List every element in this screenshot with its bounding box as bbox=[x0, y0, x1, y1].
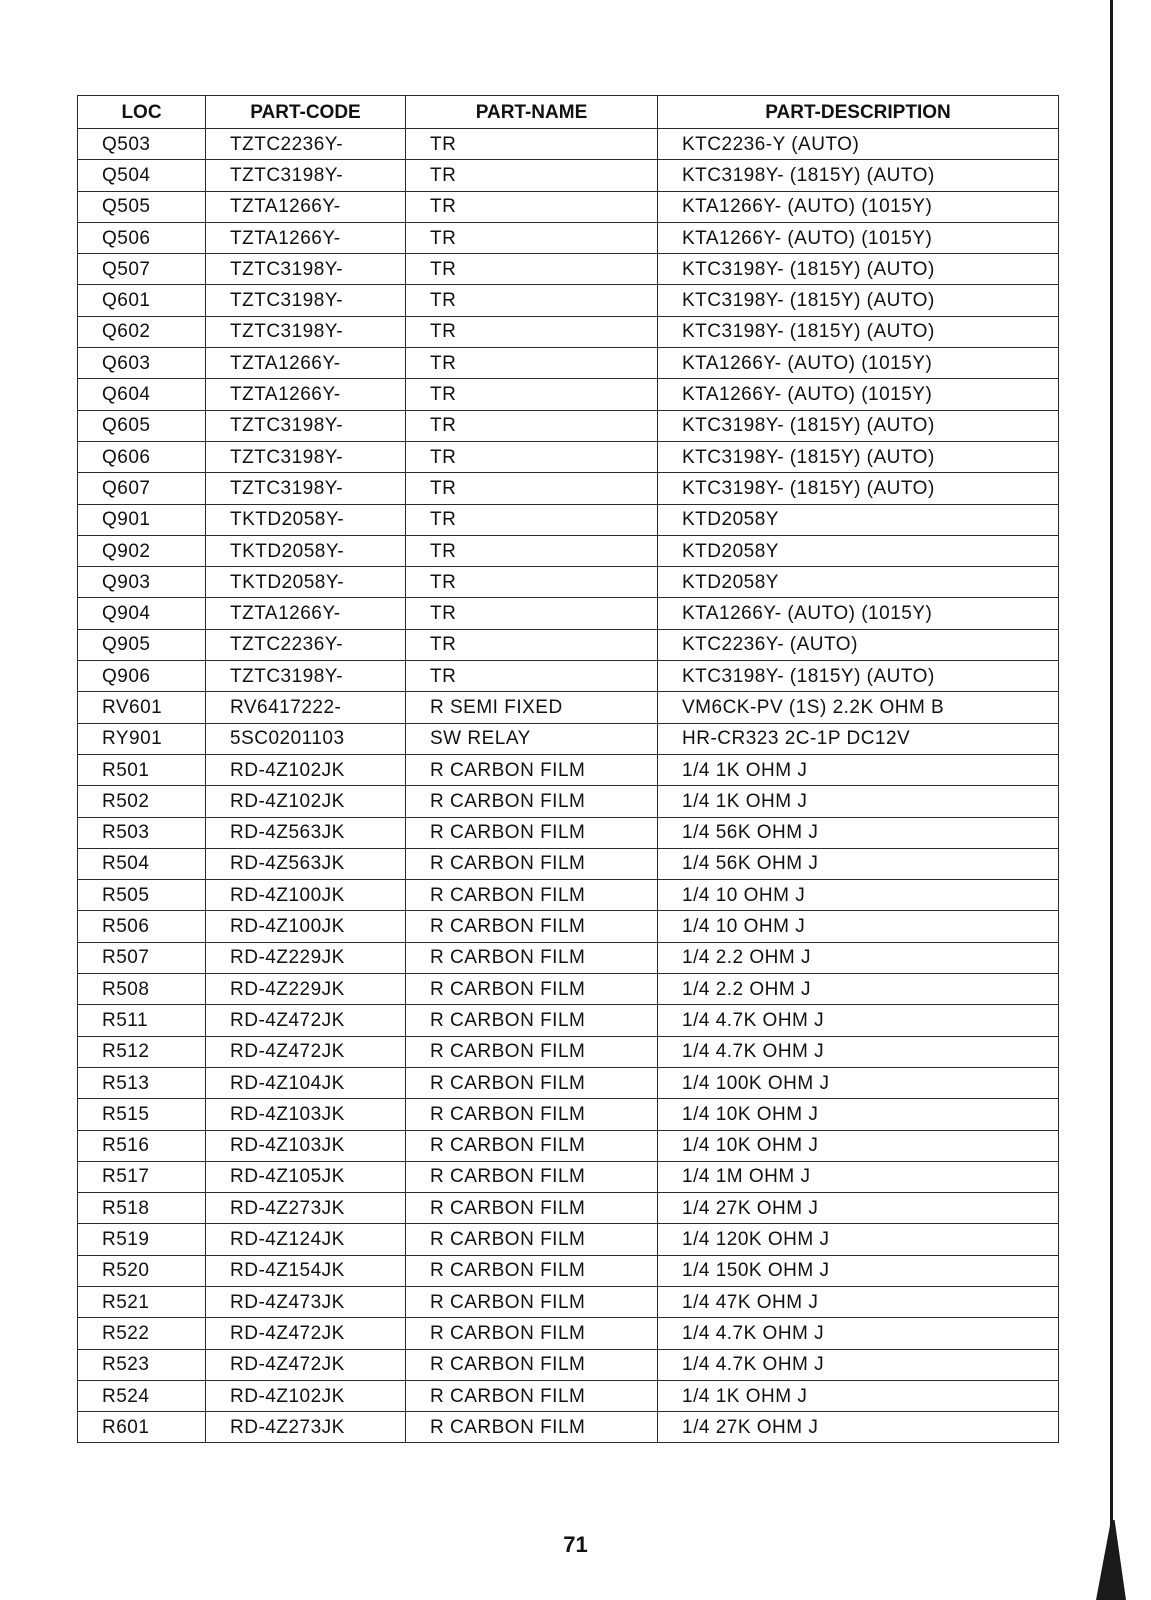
loc-cell: Q903 bbox=[78, 567, 206, 598]
part-description-cell: 1/4 10K OHM J bbox=[658, 1099, 1059, 1130]
part-description-cell: KTD2058Y bbox=[658, 567, 1059, 598]
part-code-cell: RD-4Z472JK bbox=[206, 1318, 406, 1349]
part-description-cell: 1/4 1K OHM J bbox=[658, 1380, 1059, 1411]
part-description-cell: KTC3198Y- (1815Y) (AUTO) bbox=[658, 441, 1059, 472]
part-description-cell: KTC2236Y- (AUTO) bbox=[658, 629, 1059, 660]
table-body bbox=[78, 129, 1059, 1443]
table-row bbox=[78, 129, 1059, 160]
part-description-cell: 1/4 100K OHM J bbox=[658, 1067, 1059, 1098]
part-code-cell: 5SC0201103 bbox=[206, 723, 406, 754]
table-row bbox=[78, 786, 1059, 817]
part-code-cell: RD-4Z102JK bbox=[206, 786, 406, 817]
part-name-cell: TR bbox=[406, 254, 658, 285]
loc-cell: Q902 bbox=[78, 535, 206, 566]
part-name-cell: R CARBON FILM bbox=[406, 786, 658, 817]
loc-cell: Q507 bbox=[78, 254, 206, 285]
part-description-cell: KTD2058Y bbox=[658, 504, 1059, 535]
part-code-cell: TZTC3198Y- bbox=[206, 316, 406, 347]
part-code-cell: RD-4Z273JK bbox=[206, 1193, 406, 1224]
part-description-cell: KTA1266Y- (AUTO) (1015Y) bbox=[658, 222, 1059, 253]
part-name-cell: TR bbox=[406, 379, 658, 410]
part-name-cell: TR bbox=[406, 598, 658, 629]
part-code-cell: RD-4Z473JK bbox=[206, 1286, 406, 1317]
part-description-cell: KTA1266Y- (AUTO) (1015Y) bbox=[658, 191, 1059, 222]
header-row bbox=[78, 96, 1059, 129]
table-row bbox=[78, 473, 1059, 504]
table-row bbox=[78, 1193, 1059, 1224]
header-loc: LOC bbox=[78, 96, 206, 129]
part-code-cell: TZTC3198Y- bbox=[206, 160, 406, 191]
part-description-cell: 1/4 150K OHM J bbox=[658, 1255, 1059, 1286]
table-row bbox=[78, 1380, 1059, 1411]
part-description-cell: KTC3198Y- (1815Y) (AUTO) bbox=[658, 316, 1059, 347]
table-row bbox=[78, 1255, 1059, 1286]
table-row bbox=[78, 535, 1059, 566]
loc-cell: Q607 bbox=[78, 473, 206, 504]
part-code-cell: RD-4Z472JK bbox=[206, 1349, 406, 1380]
part-code-cell: RD-4Z563JK bbox=[206, 848, 406, 879]
table-row bbox=[78, 160, 1059, 191]
part-code-cell: RD-4Z103JK bbox=[206, 1099, 406, 1130]
header-part-description: PART-DESCRIPTION bbox=[658, 96, 1059, 129]
table-row bbox=[78, 1224, 1059, 1255]
loc-cell: Q604 bbox=[78, 379, 206, 410]
part-code-cell: TZTC3198Y- bbox=[206, 473, 406, 504]
part-code-cell: TZTA1266Y- bbox=[206, 222, 406, 253]
part-name-cell: TR bbox=[406, 191, 658, 222]
part-code-cell: RD-4Z105JK bbox=[206, 1161, 406, 1192]
part-description-cell: KTC3198Y- (1815Y) (AUTO) bbox=[658, 254, 1059, 285]
loc-cell: R515 bbox=[78, 1099, 206, 1130]
part-name-cell: TR bbox=[406, 629, 658, 660]
part-name-cell: TR bbox=[406, 160, 658, 191]
header-part-name: PART-NAME bbox=[406, 96, 658, 129]
part-description-cell: VM6CK-PV (1S) 2.2K OHM B bbox=[658, 692, 1059, 723]
part-name-cell: R CARBON FILM bbox=[406, 848, 658, 879]
part-code-cell: TKTD2058Y- bbox=[206, 504, 406, 535]
part-code-cell: RD-4Z229JK bbox=[206, 942, 406, 973]
header-part-code: PART-CODE bbox=[206, 96, 406, 129]
part-description-cell: KTC3198Y- (1815Y) (AUTO) bbox=[658, 661, 1059, 692]
table-row bbox=[78, 567, 1059, 598]
part-name-cell: SW RELAY bbox=[406, 723, 658, 754]
part-code-cell: RD-4Z154JK bbox=[206, 1255, 406, 1286]
table-row bbox=[78, 285, 1059, 316]
part-code-cell: RD-4Z273JK bbox=[206, 1412, 406, 1443]
part-description-cell: 1/4 27K OHM J bbox=[658, 1193, 1059, 1224]
part-code-cell: RD-4Z102JK bbox=[206, 754, 406, 785]
part-name-cell: R CARBON FILM bbox=[406, 1067, 658, 1098]
part-name-cell: TR bbox=[406, 348, 658, 379]
part-code-cell: RD-4Z229JK bbox=[206, 974, 406, 1005]
loc-cell: RY901 bbox=[78, 723, 206, 754]
part-code-cell: TZTA1266Y- bbox=[206, 379, 406, 410]
part-description-cell: 1/4 120K OHM J bbox=[658, 1224, 1059, 1255]
loc-cell: RV601 bbox=[78, 692, 206, 723]
table-row bbox=[78, 316, 1059, 347]
part-description-cell: 1/4 10 OHM J bbox=[658, 880, 1059, 911]
loc-cell: R520 bbox=[78, 1255, 206, 1286]
table-row bbox=[78, 754, 1059, 785]
part-code-cell: TZTC3198Y- bbox=[206, 661, 406, 692]
part-description-cell: KTC3198Y- (1815Y) (AUTO) bbox=[658, 160, 1059, 191]
table-row bbox=[78, 661, 1059, 692]
loc-cell: R516 bbox=[78, 1130, 206, 1161]
table-row bbox=[78, 723, 1059, 754]
table-row bbox=[78, 1099, 1059, 1130]
part-description-cell: 1/4 2.2 OHM J bbox=[658, 974, 1059, 1005]
part-code-cell: TZTC3198Y- bbox=[206, 254, 406, 285]
parts-list-table bbox=[77, 95, 1059, 1443]
part-description-cell: 1/4 4.7K OHM J bbox=[658, 1318, 1059, 1349]
loc-cell: R524 bbox=[78, 1380, 206, 1411]
table-row bbox=[78, 1161, 1059, 1192]
table-row bbox=[78, 1412, 1059, 1443]
part-code-cell: RD-4Z472JK bbox=[206, 1005, 406, 1036]
part-description-cell: 1/4 1K OHM J bbox=[658, 754, 1059, 785]
part-description-cell: 1/4 56K OHM J bbox=[658, 848, 1059, 879]
part-description-cell: 1/4 1K OHM J bbox=[658, 786, 1059, 817]
table-row bbox=[78, 942, 1059, 973]
part-name-cell: TR bbox=[406, 222, 658, 253]
part-name-cell: R CARBON FILM bbox=[406, 974, 658, 1005]
table-row bbox=[78, 974, 1059, 1005]
part-name-cell: TR bbox=[406, 535, 658, 566]
table-row bbox=[78, 817, 1059, 848]
loc-cell: R504 bbox=[78, 848, 206, 879]
table-row bbox=[78, 222, 1059, 253]
part-code-cell: TZTC3198Y- bbox=[206, 410, 406, 441]
page-number: 71 bbox=[563, 1532, 588, 1557]
part-name-cell: R CARBON FILM bbox=[406, 754, 658, 785]
part-name-cell: R CARBON FILM bbox=[406, 1255, 658, 1286]
loc-cell: Q503 bbox=[78, 129, 206, 160]
part-name-cell: TR bbox=[406, 410, 658, 441]
loc-cell: Q906 bbox=[78, 661, 206, 692]
table-row bbox=[78, 441, 1059, 472]
table-row bbox=[78, 1036, 1059, 1067]
part-name-cell: TR bbox=[406, 567, 658, 598]
loc-cell: R517 bbox=[78, 1161, 206, 1192]
part-name-cell: R CARBON FILM bbox=[406, 1380, 658, 1411]
loc-cell: R501 bbox=[78, 754, 206, 785]
table-row bbox=[78, 1005, 1059, 1036]
table-header bbox=[78, 96, 1059, 129]
loc-cell: R512 bbox=[78, 1036, 206, 1067]
part-description-cell: 1/4 2.2 OHM J bbox=[658, 942, 1059, 973]
table-row bbox=[78, 1318, 1059, 1349]
part-name-cell: TR bbox=[406, 285, 658, 316]
part-description-cell: 1/4 10 OHM J bbox=[658, 911, 1059, 942]
loc-cell: R522 bbox=[78, 1318, 206, 1349]
part-code-cell: TZTC3198Y- bbox=[206, 441, 406, 472]
part-description-cell: 1/4 1M OHM J bbox=[658, 1161, 1059, 1192]
part-name-cell: R CARBON FILM bbox=[406, 1161, 658, 1192]
part-code-cell: RV6417222- bbox=[206, 692, 406, 723]
loc-cell: Q601 bbox=[78, 285, 206, 316]
part-name-cell: TR bbox=[406, 661, 658, 692]
part-name-cell: TR bbox=[406, 473, 658, 504]
part-code-cell: TZTC2236Y- bbox=[206, 629, 406, 660]
loc-cell: Q506 bbox=[78, 222, 206, 253]
part-name-cell: R CARBON FILM bbox=[406, 817, 658, 848]
part-name-cell: R CARBON FILM bbox=[406, 1349, 658, 1380]
part-description-cell: KTC3198Y- (1815Y) (AUTO) bbox=[658, 285, 1059, 316]
loc-cell: R503 bbox=[78, 817, 206, 848]
table-row bbox=[78, 1067, 1059, 1098]
table-row bbox=[78, 848, 1059, 879]
table-row bbox=[78, 880, 1059, 911]
part-code-cell: TZTA1266Y- bbox=[206, 348, 406, 379]
loc-cell: R513 bbox=[78, 1067, 206, 1098]
part-description-cell: KTC3198Y- (1815Y) (AUTO) bbox=[658, 473, 1059, 504]
part-code-cell: RD-4Z102JK bbox=[206, 1380, 406, 1411]
table-row bbox=[78, 191, 1059, 222]
part-name-cell: R CARBON FILM bbox=[406, 911, 658, 942]
part-description-cell: HR-CR323 2C-1P DC12V bbox=[658, 723, 1059, 754]
loc-cell: R519 bbox=[78, 1224, 206, 1255]
part-description-cell: KTC3198Y- (1815Y) (AUTO) bbox=[658, 410, 1059, 441]
part-description-cell: 1/4 4.7K OHM J bbox=[658, 1036, 1059, 1067]
part-description-cell: 1/4 4.7K OHM J bbox=[658, 1349, 1059, 1380]
part-description-cell: 1/4 4.7K OHM J bbox=[658, 1005, 1059, 1036]
loc-cell: Q504 bbox=[78, 160, 206, 191]
table-row bbox=[78, 911, 1059, 942]
table-row bbox=[78, 1349, 1059, 1380]
part-code-cell: RD-4Z100JK bbox=[206, 911, 406, 942]
loc-cell: R506 bbox=[78, 911, 206, 942]
part-code-cell: RD-4Z104JK bbox=[206, 1067, 406, 1098]
part-description-cell: KTA1266Y- (AUTO) (1015Y) bbox=[658, 379, 1059, 410]
table-row bbox=[78, 504, 1059, 535]
part-name-cell: TR bbox=[406, 441, 658, 472]
part-description-cell: 1/4 56K OHM J bbox=[658, 817, 1059, 848]
part-name-cell: R CARBON FILM bbox=[406, 1193, 658, 1224]
loc-cell: Q901 bbox=[78, 504, 206, 535]
loc-cell: R505 bbox=[78, 880, 206, 911]
loc-cell: Q505 bbox=[78, 191, 206, 222]
part-description-cell: 1/4 10K OHM J bbox=[658, 1130, 1059, 1161]
loc-cell: Q605 bbox=[78, 410, 206, 441]
table-row bbox=[78, 692, 1059, 723]
loc-cell: R508 bbox=[78, 974, 206, 1005]
part-name-cell: TR bbox=[406, 316, 658, 347]
part-description-cell: 1/4 27K OHM J bbox=[658, 1412, 1059, 1443]
table-row bbox=[78, 1286, 1059, 1317]
table-row bbox=[78, 410, 1059, 441]
table-row bbox=[78, 629, 1059, 660]
loc-cell: R523 bbox=[78, 1349, 206, 1380]
part-name-cell: TR bbox=[406, 129, 658, 160]
part-code-cell: TZTA1266Y- bbox=[206, 191, 406, 222]
part-code-cell: RD-4Z103JK bbox=[206, 1130, 406, 1161]
loc-cell: R601 bbox=[78, 1412, 206, 1443]
table-row bbox=[78, 379, 1059, 410]
part-name-cell: R CARBON FILM bbox=[406, 1036, 658, 1067]
loc-cell: Q905 bbox=[78, 629, 206, 660]
loc-cell: R518 bbox=[78, 1193, 206, 1224]
part-name-cell: R CARBON FILM bbox=[406, 1130, 658, 1161]
part-name-cell: TR bbox=[406, 504, 658, 535]
part-name-cell: R SEMI FIXED bbox=[406, 692, 658, 723]
part-name-cell: R CARBON FILM bbox=[406, 1224, 658, 1255]
part-description-cell: KTA1266Y- (AUTO) (1015Y) bbox=[658, 598, 1059, 629]
page-edge-line bbox=[1110, 0, 1113, 1600]
part-description-cell: 1/4 47K OHM J bbox=[658, 1286, 1059, 1317]
table-row bbox=[78, 1130, 1059, 1161]
part-code-cell: TKTD2058Y- bbox=[206, 567, 406, 598]
loc-cell: Q904 bbox=[78, 598, 206, 629]
part-description-cell: KTC2236-Y (AUTO) bbox=[658, 129, 1059, 160]
part-description-cell: KTA1266Y- (AUTO) (1015Y) bbox=[658, 348, 1059, 379]
table-row bbox=[78, 598, 1059, 629]
loc-cell: R507 bbox=[78, 942, 206, 973]
part-code-cell: RD-4Z563JK bbox=[206, 817, 406, 848]
part-name-cell: R CARBON FILM bbox=[406, 942, 658, 973]
part-code-cell: RD-4Z124JK bbox=[206, 1224, 406, 1255]
part-code-cell: TZTC3198Y- bbox=[206, 285, 406, 316]
table-row bbox=[78, 348, 1059, 379]
part-code-cell: RD-4Z100JK bbox=[206, 880, 406, 911]
table-row bbox=[78, 254, 1059, 285]
part-name-cell: R CARBON FILM bbox=[406, 1412, 658, 1443]
loc-cell: Q602 bbox=[78, 316, 206, 347]
part-name-cell: R CARBON FILM bbox=[406, 880, 658, 911]
loc-cell: R521 bbox=[78, 1286, 206, 1317]
part-code-cell: TKTD2058Y- bbox=[206, 535, 406, 566]
part-code-cell: RD-4Z472JK bbox=[206, 1036, 406, 1067]
part-name-cell: R CARBON FILM bbox=[406, 1318, 658, 1349]
part-code-cell: TZTA1266Y- bbox=[206, 598, 406, 629]
part-name-cell: R CARBON FILM bbox=[406, 1099, 658, 1130]
part-code-cell: TZTC2236Y- bbox=[206, 129, 406, 160]
part-name-cell: R CARBON FILM bbox=[406, 1005, 658, 1036]
part-name-cell: R CARBON FILM bbox=[406, 1286, 658, 1317]
loc-cell: R502 bbox=[78, 786, 206, 817]
loc-cell: Q603 bbox=[78, 348, 206, 379]
loc-cell: R511 bbox=[78, 1005, 206, 1036]
loc-cell: Q606 bbox=[78, 441, 206, 472]
part-description-cell: KTD2058Y bbox=[658, 535, 1059, 566]
